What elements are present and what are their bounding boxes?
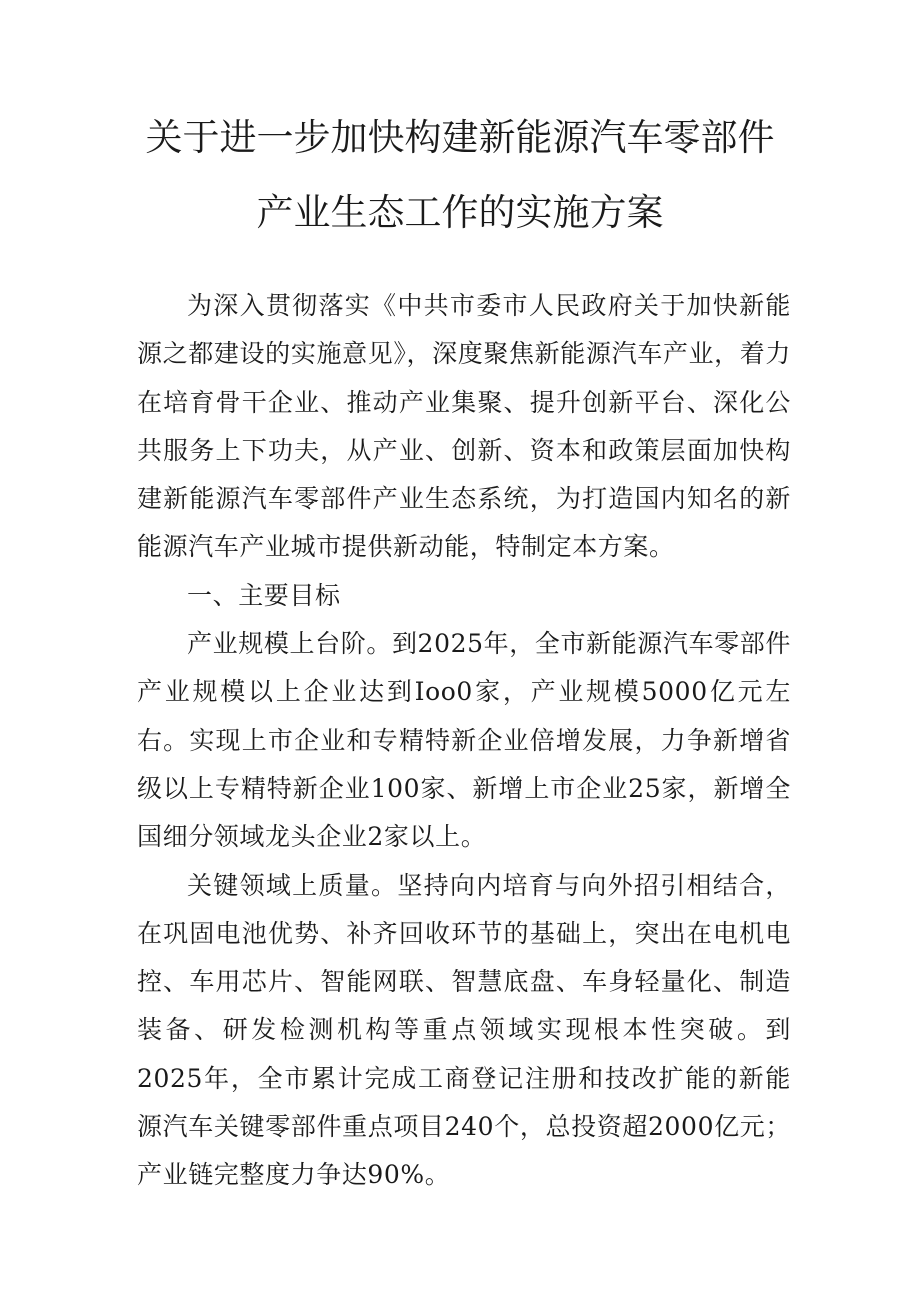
key-fields-paragraph: 关键领域上质量。坚持向内培育与向外招引相结合，在巩固电池优势、补齐回收环节的基础上，突出在电机电控、车用芯片、智能网联、智慧底盘、车身轻量化、制造装备、研发检测机构等重点领域实现根本性突破。到2025年，全市累计完成工商登记注册和技改扩能的新能源汽车关键零部件重点项目240个，总投资超2000亿元；产业链完整度力争达90%。 [137,870,791,1190]
industry-scale-paragraph: 产业规模上台阶。到2025年，全市新能源汽车零部件产业规模以上企业达到Ioo0家，产业规模5000亿元左右。实现上市企业和专精特新企业倍增发展，力争新增省级以上专精特新企业100家、新增上市企业25家，新增全国细分领域龙头企业2家以上。 [137,629,791,852]
document-body [137,282,791,1200]
section-heading-main-goals: 一、主要目标 [187,580,341,610]
document-title: 关于进一步加快构建新能源汽车零部件产业生态工作的实施方案 [145,116,775,234]
intro-paragraph: 为深入贯彻落实《中共市委市人民政府关于加快新能源之都建设的实施意见》，深度聚焦新能源汽车产业，着力在培育骨干企业、推动产业集聚、提升创新平台、深化公共服务上下功夫，从产业、创新、资本和政策层面加快构建新能源汽车零部件产业生态系统，为打造国内知名的新能源汽车产业城市提供新动能，特制定本方案。 [137,291,791,562]
